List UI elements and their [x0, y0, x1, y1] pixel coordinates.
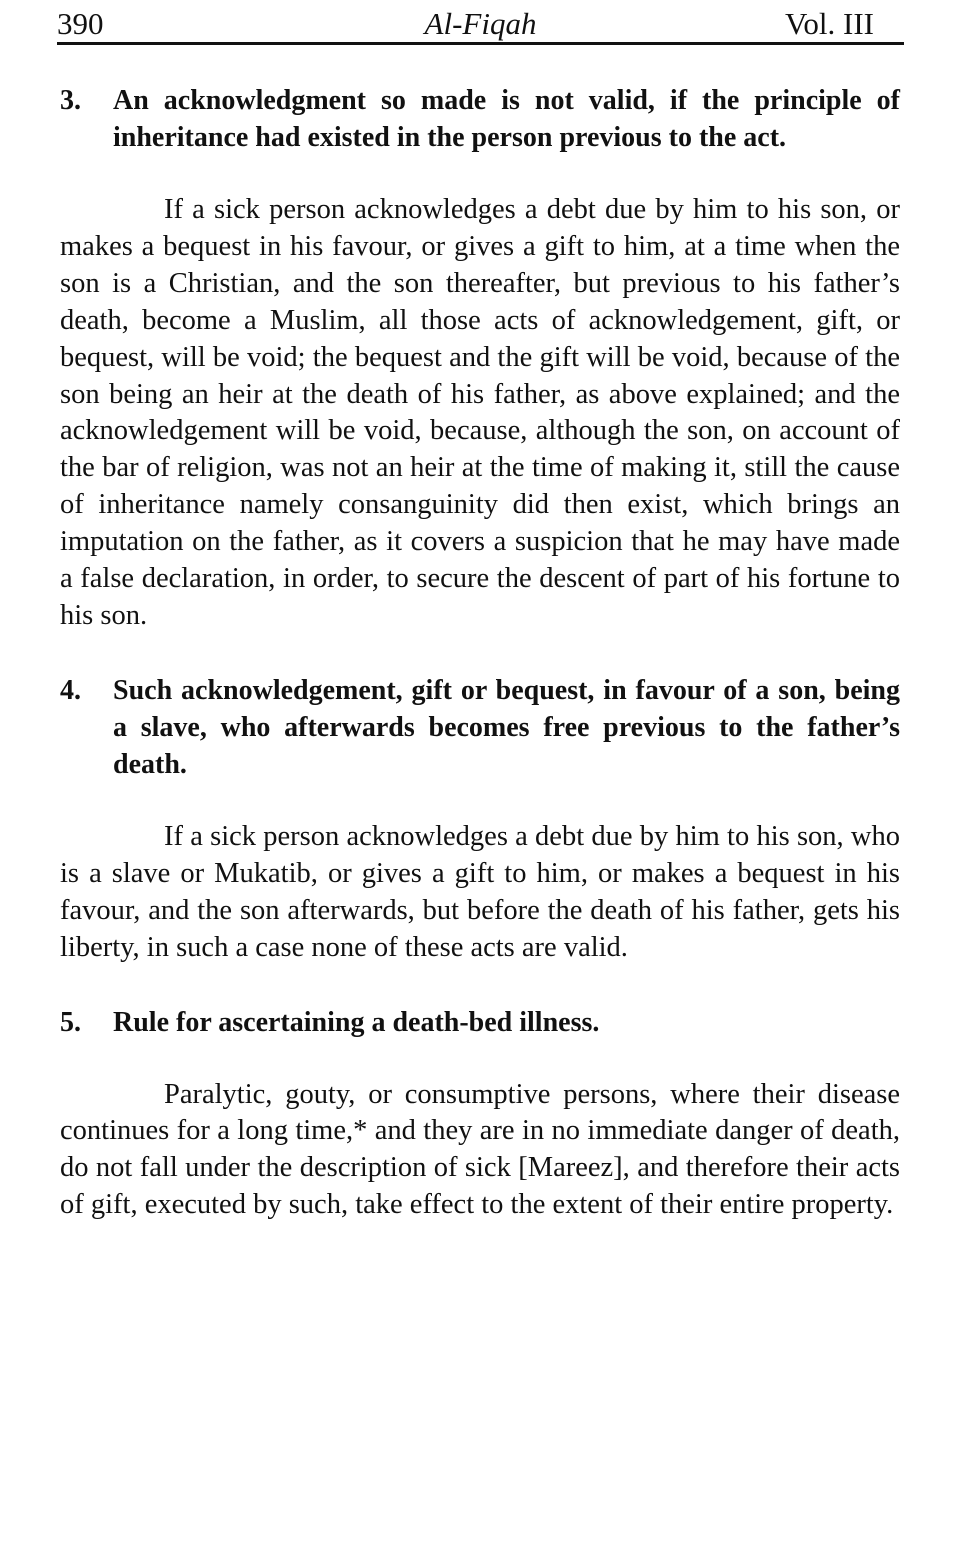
spacer — [60, 1041, 900, 1077]
spacer — [60, 156, 900, 192]
section-paragraph: Paralytic, gouty, or consumptive persons, where their disease continues for a long time,* and they are in no immediate danger of death, do not fall under the description of sick [Mareez], and therefore their acts of gift, executed by such, take effect to the extent of their entire property. — [60, 1078, 900, 1221]
spacer — [60, 967, 900, 1004]
body-text — [60, 82, 900, 1224]
volume-label: Vol. III — [785, 6, 874, 41]
running-head — [57, 6, 904, 42]
book-title: Al-Fiqah — [424, 6, 537, 41]
page-number: 390 — [57, 6, 104, 41]
section-heading-text: Such acknowledgement, gift or bequest, in favour of a son, being a slave, who afterwards becomes free previous to the father’s death. — [113, 674, 900, 780]
section-heading-4 — [60, 672, 900, 783]
section-heading-3 — [60, 82, 900, 156]
section-number: 4. — [60, 674, 81, 706]
header-rule — [57, 42, 904, 45]
section-heading-text: An acknowledgment so made is not valid, if the principle of inheritance had existed in the person previous to the act. — [113, 85, 900, 153]
section-heading-5 — [60, 1004, 900, 1041]
section-paragraph: If a sick person acknowledges a debt due by him to his son, or makes a bequest in his favour, or gives a gift to him, at a time when the son is a Christian, and the son thereafter, but previous to his father’s death, become a Muslim, all those acts of acknowledgement, gift, or bequest, will be void; the bequest and the gift will be void, because of the son being an heir at the death of his father, as above explained; and the acknowledgement will be void, because, although the son, on account of the bar of religion, was not an heir at the time of making it, still the cause of inheritance namely consanguinity did then exist, which brings an imputation on the father, as it covers a suspicion that he may have made a false declaration, in order, to secure the descent of part of his fortune to his son. — [60, 194, 900, 631]
section-number: 3. — [60, 85, 81, 116]
section-paragraph: If a sick person acknowledges a debt due by him to his son, who is a slave or Mukatib, or gives a gift to him, or makes a bequest in his favour, and the son afterwards, but before the death of his father, gets his liberty, in such a case none of these acts are valid. — [60, 820, 900, 963]
section-heading-text: Rule for ascertaining a death-bed illness. — [113, 1006, 600, 1038]
section-number: 5. — [60, 1006, 81, 1038]
spacer — [60, 635, 900, 672]
spacer — [60, 783, 900, 819]
